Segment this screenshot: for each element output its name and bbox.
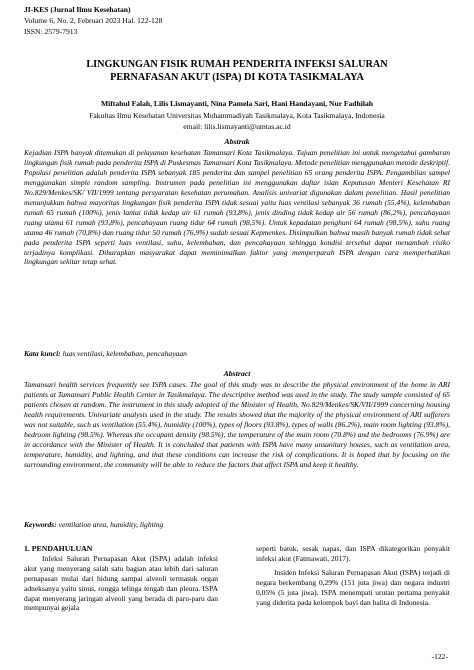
keywords: [24, 520, 450, 530]
journal-volume: Volume 6, No. 2, Februari 2023 Hal. 122-128: [24, 16, 163, 25]
abstract-heading: Abstract: [223, 369, 251, 378]
keywords-value: ventilation area, humidity, lighting: [58, 520, 164, 529]
right-column: [256, 544, 450, 607]
section-heading: 1. PENDAHULUAN: [24, 544, 93, 553]
intro-paragraph-left: Infeksi Saluran Pernapasan Akut (ISPA) adalah infeksi akut yang menyerang salah satu bagian atau lebih dari saluran pernapasan mulai dari hidung sampai alveoli termasuk organ adneksanya yaitu sinus, rongga telinga tengah dan pleura. ISPA dapat menyerang jaringan alveoli yang berada di paru-paru dan mempunyai gejala: [24, 553, 218, 613]
journal-header: [24, 4, 162, 37]
paper-title-line2: PERNAFASAN AKUT (ISPA) DI KOTA TASIKMALAYA: [110, 72, 364, 83]
kata-kunci-label: Kata kunci:: [24, 349, 61, 358]
journal-issn: ISSN: 2579-7913: [24, 27, 78, 36]
abstrak-heading: Abstrak: [224, 137, 250, 146]
kata-kunci: [24, 349, 450, 359]
page-number: -122-: [431, 652, 448, 661]
abstrak-body: Kejadian ISPA banyak ditemukan di pelayanan kesehatan Tamansari Kota Tasikmalaya. Tujuan penelitian ini untuk mengetahui gambaran lingkungan fisik rumah pada penderita ISPA di Puskesmas Tamansari Kota Tasikmalaya. Metode penelitian menggunakan metode deskriptif. Populasi penelitian adalah penderita ISPA sebanyak 185 penderita dan sampel penelitian 65 orang penderita ISPA. Pengambilan sampel menggunakan simple random sampling. Instrumen pada penelitian ini menggunakan daftar isian Keputusan Menteri Kesehatan RI No.829/Menkes/SK/ VII/1999 tentang persyaratan kesehatan perumahan. Analisis univariat digunakan dalam penelitian. Hasil penelitian menunjukkan bahwa mayoritas lingkungan fisik penderita ISPA tidak sesuai yaitu luas ventilasi sebanyak 36 rumah (55,4%), kelembaban rumah 65 rumah (100%), jenis lantai tidak kedap air 61 rumah (93,8%), jenis dinding tidak kedap air 56 rumah (86,2%), pencahayaan ruang utama 61 rumah (93,8%), pencahayaan ruang tidur 64 rumah (98,5%). Untuk kepadatan penghuni 64 rumah (98,5%), suhu ruang utama 46 rumah (70,8%) dan ruang tidur 50 rumah (76,9%) sudah sesuai Kepmenkes. Disimpulkan bahwa masih banyak rumah tidak sehat pada penderita ISPA seperti luas ventilasi, suhu, kelembaban, dan pencahayaan sehingga kondisi tersebut dapat menambah risiko terjadinya komplikasi. Diharapkan masyarakat dapat meminimalkan faktor yang memperparah ISPA dengan cara memperhatikan lingkungan sekitar tetap sehat.: [24, 148, 450, 267]
paper-title: [40, 58, 434, 84]
journal-name: JI-KES (Jurnal Ilmu Kesehatan): [24, 5, 131, 14]
paper-title-line1: LINGKUNGAN FISIK RUMAH PENDERITA INFEKSI SALURAN: [86, 59, 388, 70]
kata-kunci-value: luas ventilasi, kelembaban, pencahayaan: [62, 349, 187, 358]
keywords-label: Keywords:: [24, 520, 57, 529]
affiliation: Fakultas Ilmu Kesehatan Universitas Muhammadiyah Tasikmalaya, Kota Tasikmalaya, Indonesia: [89, 111, 385, 120]
abstract-body: Tamansari health services frequently see ISPA cases. The goal of this study was to describe the physical environment of the home in ARI patients at Tamansari Public Health Center in Tasikmalaya. The descriptive method was used in the study. The study sample consisted of 65 patients chosen at random. The instrument in this study adopted of the Minister of Health, No.829/Menkes/SK/VII/1999 concerning housing health requirements. Univariate analysis used in the study. The results showed that the majority of the physical environment of ARI sufferers was not suitable, such as ventilation (55.4%), humidity (100%), types of floors (93.8%), types of walls (86.2%), main room lighting (93.8%), bedroom lighting (98.5%). Whereas the occupant density (98.5%), the temperature of the main room (70.8%) and the bedrooms (76.9%) are in accordance with the Minister of Health. It is concluded that patients with ISPA have many unsanitary houses, such as ventilation area, temperature, humidity, and lighting, and that these conditions can increase the risk of complications. It is hoped that by focusing on the surrounding environment, the community will be able to reduce the factors that affect ISPA and keep it healthy.: [24, 380, 450, 469]
intro-paragraph-right-2: Insiden Infeksi Saluran Pernapasan Akut (ISPA) terjadi di negara berkembang 0,29% (151 juta jiwa) dan negara industri 0,05% (5 juta jiwa). ISPA menempati urutan pertama penyakit yang diderita pada kelompok bayi dan balita di Indonesia.: [256, 567, 450, 607]
left-column: [24, 544, 218, 613]
contact-email: email: lilis.lismayanti@umtas.ac.id: [183, 122, 291, 131]
author-list: Miftahul Falah, Lilis Lismayanti, Nina Pamela Sari, Hani Handayani, Nur Fadhilah: [100, 99, 373, 108]
intro-paragraph-right-1: seperti batuk, sesak napas, dan ISPA dikategorikan penyakit infeksi akut (Fatmawati, 2017).: [256, 544, 450, 563]
